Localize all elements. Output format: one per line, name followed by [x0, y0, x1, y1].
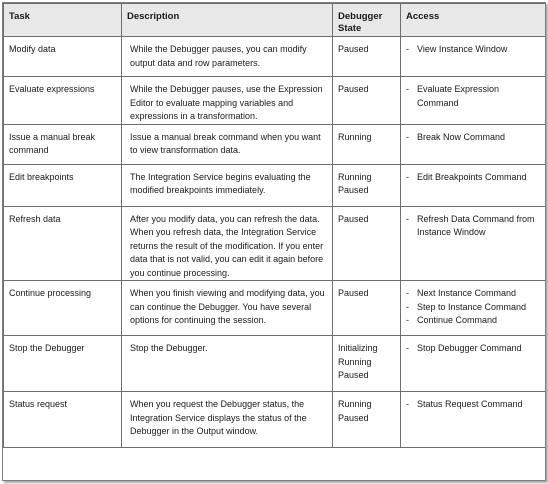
cell-task: Edit breakpoints [4, 164, 122, 206]
table-row [4, 392, 546, 448]
header-task: Task [4, 4, 122, 37]
header-description: Description [122, 4, 333, 37]
state-value: Paused [338, 288, 369, 298]
cell-task: Status request [4, 392, 122, 448]
access-command-text: Edit Breakpoints Command [417, 171, 527, 182]
table-row [4, 77, 546, 125]
cell-access [401, 206, 546, 281]
table-row [4, 281, 546, 336]
bullet-dash-icon: - [406, 131, 409, 142]
state-value: Initializing [338, 343, 378, 353]
access-item [406, 314, 540, 328]
state-value: Running [338, 356, 372, 367]
cell-access [401, 392, 546, 448]
state-value: Paused [338, 412, 369, 423]
cell-description: While the Debugger pauses, use the Expression Editor to evaluate mapping variables and expressions in a transformation. [122, 77, 333, 125]
bullet-dash-icon: - [406, 399, 409, 409]
access-command-text: Step to Instance Command [417, 301, 527, 312]
state-value: Running [338, 399, 372, 409]
access-command-text: Continue Command [417, 315, 498, 325]
state-value: Paused [338, 44, 369, 54]
state-value: Paused [338, 185, 369, 195]
cell-debugger-state [333, 281, 401, 336]
table-body [4, 37, 546, 448]
state-value: Paused [338, 213, 369, 224]
bullet-dash-icon: - [406, 84, 409, 94]
cell-description: When you request the Debugger status, the Integration Service displays the status of the Debugger in the Output window. [122, 392, 333, 448]
cell-description: While the Debugger pauses, you can modify output data and row parameters. [122, 37, 333, 77]
access-command-text: Refresh Data Command from Instance Window [417, 213, 535, 237]
bullet-dash-icon: - [406, 315, 409, 325]
cell-description: Issue a manual break command when you want to view transformation data. [122, 124, 333, 164]
access-command-text: View Instance Window [417, 44, 508, 54]
cell-task: Stop the Debugger [4, 336, 122, 392]
access-item [406, 131, 540, 145]
cell-description: After you modify data, you can refresh the data. When you refresh data, the Integration Service returns the result of the modification. If you enter data that is not valid, you can edit it again before you continue processing. [122, 206, 333, 281]
table-row [4, 206, 546, 281]
cell-task: Issue a manual break command [4, 124, 122, 164]
bullet-dash-icon: - [406, 171, 409, 182]
table-row [4, 37, 546, 77]
table-row [4, 336, 546, 392]
cell-access [401, 164, 546, 206]
debugger-tasks-table [3, 3, 546, 448]
cell-task: Evaluate expressions [4, 77, 122, 125]
state-value: Paused [338, 370, 369, 380]
debugger-tasks-table-frame [2, 2, 546, 481]
cell-access [401, 281, 546, 336]
access-item [406, 301, 540, 315]
bullet-dash-icon: - [406, 343, 409, 353]
table-row [4, 164, 546, 206]
access-item [406, 43, 540, 57]
cell-debugger-state [333, 336, 401, 392]
cell-debugger-state [333, 77, 401, 125]
cell-description: The Integration Service begins evaluating the modified breakpoints immediately. [122, 164, 333, 206]
cell-access [401, 37, 546, 77]
bullet-dash-icon: - [406, 288, 409, 298]
state-value: Paused [338, 84, 369, 94]
access-item [406, 342, 540, 356]
table-row [4, 124, 546, 164]
cell-debugger-state [333, 124, 401, 164]
bullet-dash-icon: - [406, 44, 409, 54]
header-debugger-state: Debugger State [333, 4, 401, 37]
access-item [406, 213, 540, 240]
access-command-text: Break Now Command [417, 131, 506, 142]
bullet-dash-icon: - [406, 213, 409, 224]
table-header-row [4, 4, 546, 37]
state-value: Running [338, 171, 372, 182]
cell-debugger-state [333, 392, 401, 448]
cell-task: Continue processing [4, 281, 122, 336]
access-command-text: Stop Debugger Command [417, 343, 522, 353]
access-item [406, 398, 540, 412]
access-item [406, 171, 540, 185]
header-access: Access [401, 4, 546, 37]
cell-access [401, 77, 546, 125]
cell-task: Refresh data [4, 206, 122, 281]
access-command-text: Next Instance Command [417, 288, 517, 298]
cell-task: Modify data [4, 37, 122, 77]
access-command-text: Evaluate Expression Command [417, 84, 500, 108]
access-item [406, 83, 540, 110]
cell-description: When you finish viewing and modifying data, you can continue the Debugger. You have several options for continuing the session. [122, 281, 333, 336]
cell-access [401, 124, 546, 164]
bullet-dash-icon: - [406, 301, 409, 312]
cell-access [401, 336, 546, 392]
access-command-text: Status Request Command [417, 399, 523, 409]
cell-debugger-state [333, 206, 401, 281]
state-value: Running [338, 131, 372, 142]
cell-debugger-state [333, 164, 401, 206]
cell-description: Stop the Debugger. [122, 336, 333, 392]
access-item [406, 287, 540, 301]
cell-debugger-state [333, 37, 401, 77]
